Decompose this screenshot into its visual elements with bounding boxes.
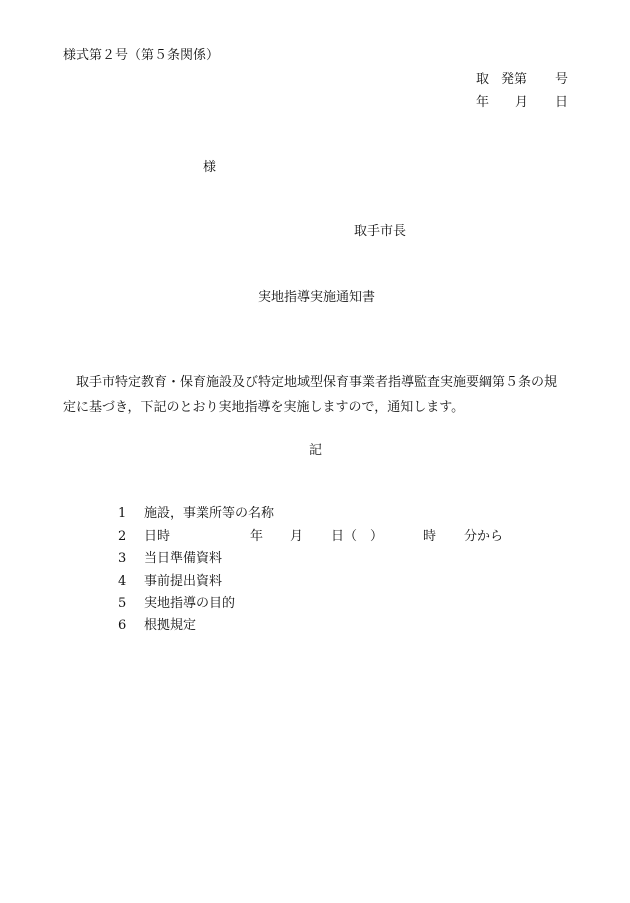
- item-label: 根拠規定: [144, 618, 197, 633]
- date-year-unit: 年: [476, 95, 490, 110]
- item-label: 当日準備資料: [144, 551, 223, 566]
- datetime-day: 日: [331, 529, 345, 544]
- ki-heading: 記: [309, 443, 323, 458]
- ref-suffix: 号: [555, 72, 569, 87]
- datetime-weekday: （ ）: [344, 529, 384, 544]
- addressee-suffix: 様: [203, 160, 217, 175]
- form-number: 様式第２号（第５条関係）: [63, 48, 220, 63]
- body-text-line-1-content: 取手市特定教育・保育施設及び特定地域型保育事業者指導監査実施要綱第５条の規: [76, 375, 558, 390]
- item-number: 4: [118, 574, 127, 589]
- issuer-name: 取手市長: [354, 224, 407, 239]
- item-label: 事前提出資料: [144, 574, 223, 589]
- ref-mid: 発第: [501, 72, 528, 87]
- date-month-unit: 月: [515, 95, 529, 110]
- item-number: 2: [118, 529, 127, 544]
- item-number: 6: [118, 618, 127, 633]
- datetime-month: 月: [290, 529, 304, 544]
- datetime-year: 年: [250, 529, 264, 544]
- datetime-minute-from: 分から: [464, 529, 504, 544]
- item-label: 実地指導の目的: [144, 596, 236, 611]
- item-number: 5: [118, 596, 127, 611]
- item-number: 1: [118, 506, 127, 521]
- item-label: 施設，事業所等の名称: [144, 506, 275, 521]
- item-label: 日時: [144, 529, 171, 544]
- date-day-unit: 日: [555, 95, 569, 110]
- datetime-hour: 時: [423, 529, 437, 544]
- body-text-line-1: [63, 375, 557, 391]
- ref-prefix: 取: [476, 72, 490, 87]
- body-text-line-2: 定に基づき，下記のとおり実地指導を実施しますので，通知します。: [63, 400, 465, 415]
- item-number: 3: [118, 551, 127, 566]
- document-title: 実地指導実施通知書: [258, 290, 376, 305]
